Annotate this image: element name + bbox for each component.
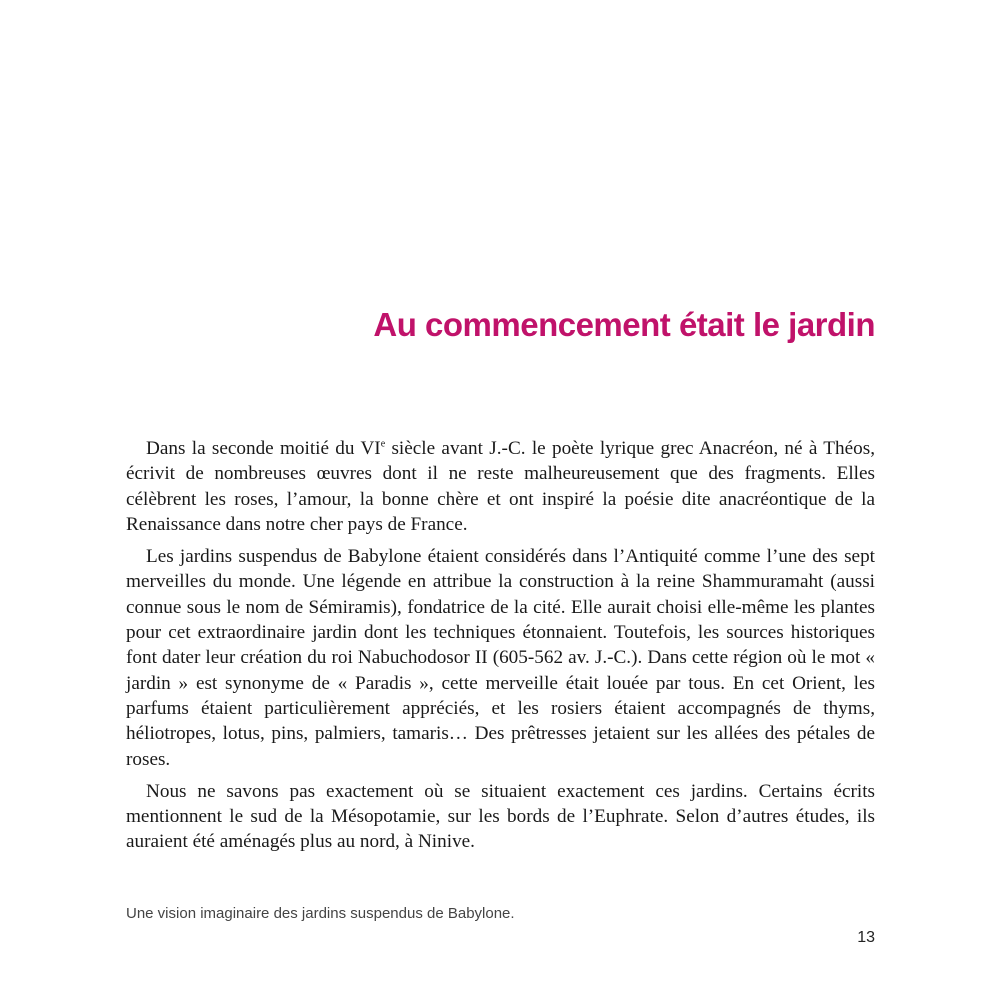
body-text [126,436,875,862]
page-number: 13 [857,929,875,946]
paragraph-1-rest: siècle avant J.-C. le poète lyrique grec Anacréon, né à Théos, écrivit de nombreuses œuvres dont il ne reste malheureusement que des fragments. Elles célèbrent les roses, l’amour, la bonne chère et ont inspiré la poésie dite anacréontique de la Renaissance dans notre cher pays de France. [126,438,875,535]
chapter-title: Au commencement était le jardin [373,306,875,343]
image-caption: Une vision imaginaire des jardins suspendus de Babylone. [126,905,515,922]
century-superscript: e [380,438,386,450]
paragraph-1 [126,436,875,537]
paragraph-3: Nous ne savons pas exactement où se situaient exactement ces jardins. Certains écrits mentionnent le sud de la Mésopotamie, sur les bords de l’Euphrate. Selon d’autres études, ils auraient été aménagés plus au nord, à Ninive. [126,780,875,853]
paragraph-2: Les jardins suspendus de Babylone étaient considérés dans l’Antiquité comme l’une des sept merveilles du monde. Une légende en attribue la construction à la reine Shammuramaht (aussi connue sous le nom de Sémiramis), fondatrice de la cité. Elle aurait choisi elle-même les plantes pour cet extraordinaire jardin dont les techniques étonnaient. Toutefois, les sources historiques font dater leur création du roi Nabuchodosor II (605-562 av. J.-C.). Dans cette région où le mot « jardin » est synonyme de « Paradis », cette merveille était louée par tous. En cet Orient, les parfums étaient particulièrement appréciés, et les rosiers étaient accompagnés de thyms, héliotropes, lotus, pins, palmiers, tamaris… Des prêtresses jetaient sur les allées des pétales de roses. [126,546,875,770]
paragraph-1-start: Dans la seconde moitié du VI [146,438,381,459]
